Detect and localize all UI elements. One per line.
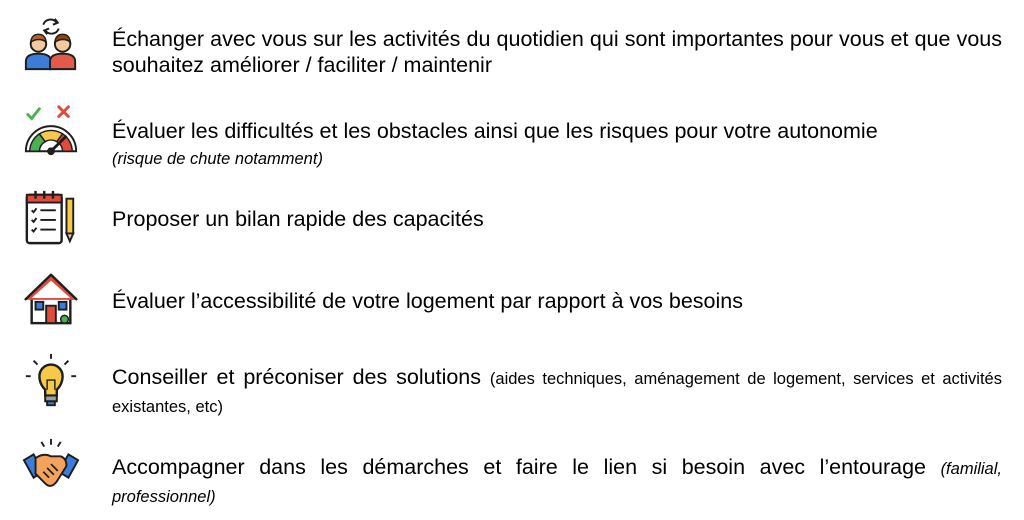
item-main-text: Accompagner dans les démarches et faire le lien si besoin avec l’entourage	[112, 455, 926, 479]
item-text	[112, 454, 1002, 510]
handshake-icon	[22, 436, 80, 496]
risk-gauge-icon	[22, 100, 80, 160]
item-main-text: Évaluer les difficultés et les obstacles ainsi que les risques pour votre autonomie	[112, 119, 878, 143]
lightbulb-icon	[22, 352, 80, 412]
item-text	[112, 364, 1002, 420]
item-main-text: Évaluer l’accessibilité de votre logement par rapport à vos besoins	[112, 289, 743, 313]
item-main-text: Proposer un bilan rapide des capacités	[112, 207, 484, 231]
item-main-text: Conseiller et préconiser des solutions	[112, 365, 482, 389]
checklist-icon	[22, 188, 80, 248]
item-text	[112, 288, 1002, 314]
item-note: (aides techniques, aménagement de logement, services et activités existantes, etc)	[112, 370, 1002, 416]
item-note: (risque de chute notamment)	[112, 150, 323, 168]
people-exchange-icon	[22, 14, 80, 74]
item-main-text: Échanger avec vous sur les activités du quotidien qui sont importantes pour vous et que vous souhaitez améliorer / faciliter / maintenir	[112, 27, 1002, 77]
house-icon	[22, 268, 80, 328]
item-note: (familial, professionnel)	[112, 460, 1002, 506]
item-text	[112, 118, 1002, 172]
item-text	[112, 206, 1002, 232]
item-text	[112, 26, 1002, 78]
